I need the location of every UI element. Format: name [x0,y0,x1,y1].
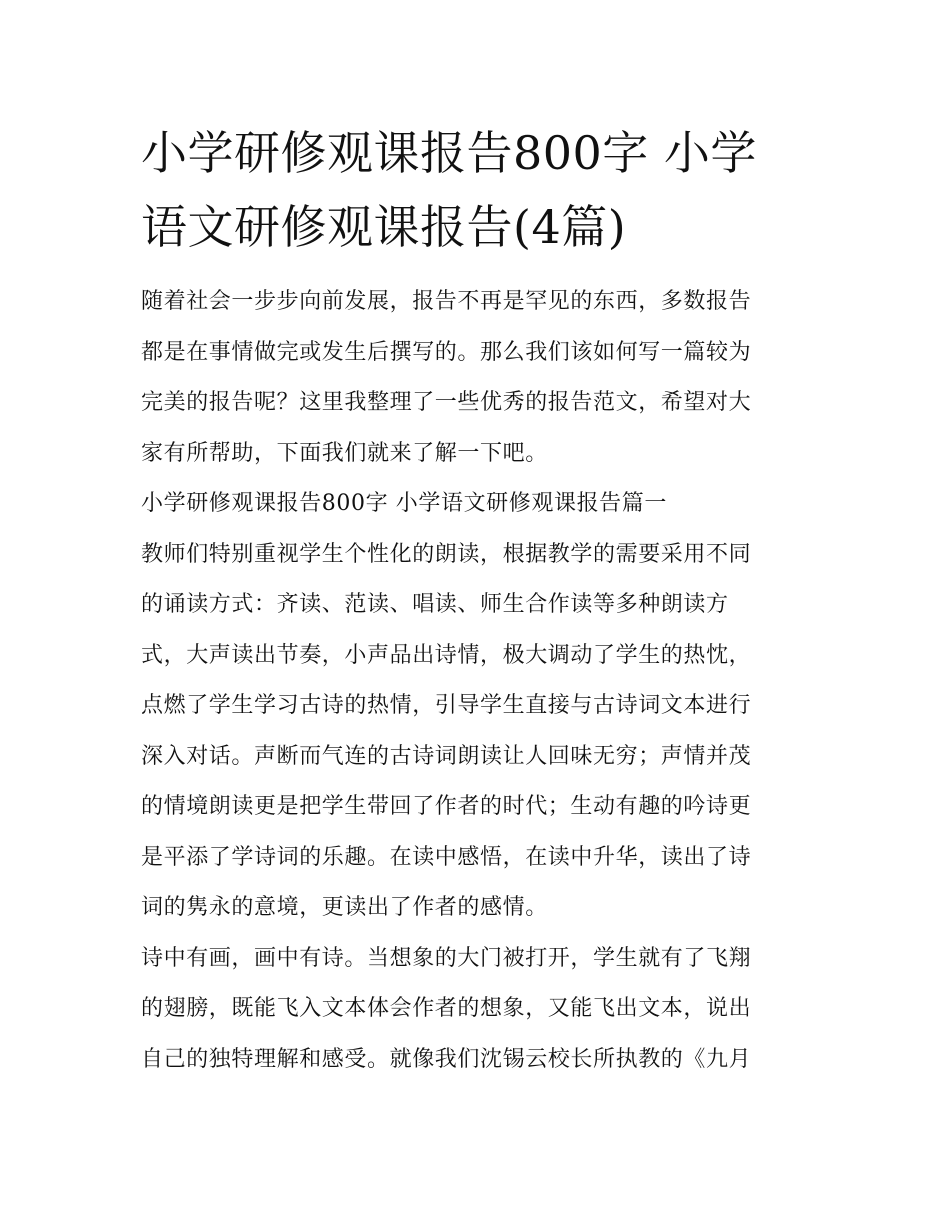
document-title [141,116,831,264]
body-paragraph-1 [141,530,821,934]
intro-paragraph [141,277,821,479]
text-line: 随着社会一步步向前发展，报告不再是罕见的东西，多数报告 [141,289,752,314]
section-heading: 小学研修观课报告800字 小学语文研修观课报告篇一 [141,491,667,516]
title-line: 小学研修观课报告800字 小学 [141,126,757,180]
text-line: 是平添了学诗词的乐趣。在读中感悟，在读中升华，读出了诗 [141,844,752,870]
text-line: 完美的报告呢？这里我整理了一些优秀的报告范文，希望对大 [141,390,752,415]
text-line: 诗中有画，画中有诗。当想象的大门被打开，学生就有了飞翔 [141,945,752,971]
text-line: 的诵读方式：齐读、范读、唱读、师生合作读等多种朗读方 [141,592,729,617]
text-line: 教师们特别重视学生个性化的朗读，根据教学的需要采用不同 [141,541,752,567]
text-line: 词的隽永的意境，更读出了作者的感情。 [141,895,548,920]
text-line: 自己的独特理解和感受。就像我们沈锡云校长所执教的《九月 [141,1046,752,1072]
text-line: 的翅膀，既能飞入文本体会作者的想象，又能飞出文本，说出 [141,996,752,1021]
body-paragraph-2 [141,934,821,1086]
text-line: 家有所帮助，下面我们就来了解一下吧。 [141,440,548,466]
title-line: 语文研修观课报告(4篇) [141,200,627,254]
text-line: 式，大声读出节奏，小声品出诗情，极大调动了学生的热忱， [141,642,752,668]
text-line: 深入对话。声断而气连的古诗词朗读让人回味无穷；声情并茂 [141,743,752,769]
text-line: 的情境朗读更是把学生带回了作者的时代；生动有趣的吟诗更 [141,794,752,819]
document-body [141,277,821,1085]
text-line: 都是在事情做完或发生后撰写的。那么我们该如何写一篇较为 [141,339,752,365]
text-line: 点燃了学生学习古诗的热情，引导学生直接与古诗词文本进行 [141,693,752,718]
